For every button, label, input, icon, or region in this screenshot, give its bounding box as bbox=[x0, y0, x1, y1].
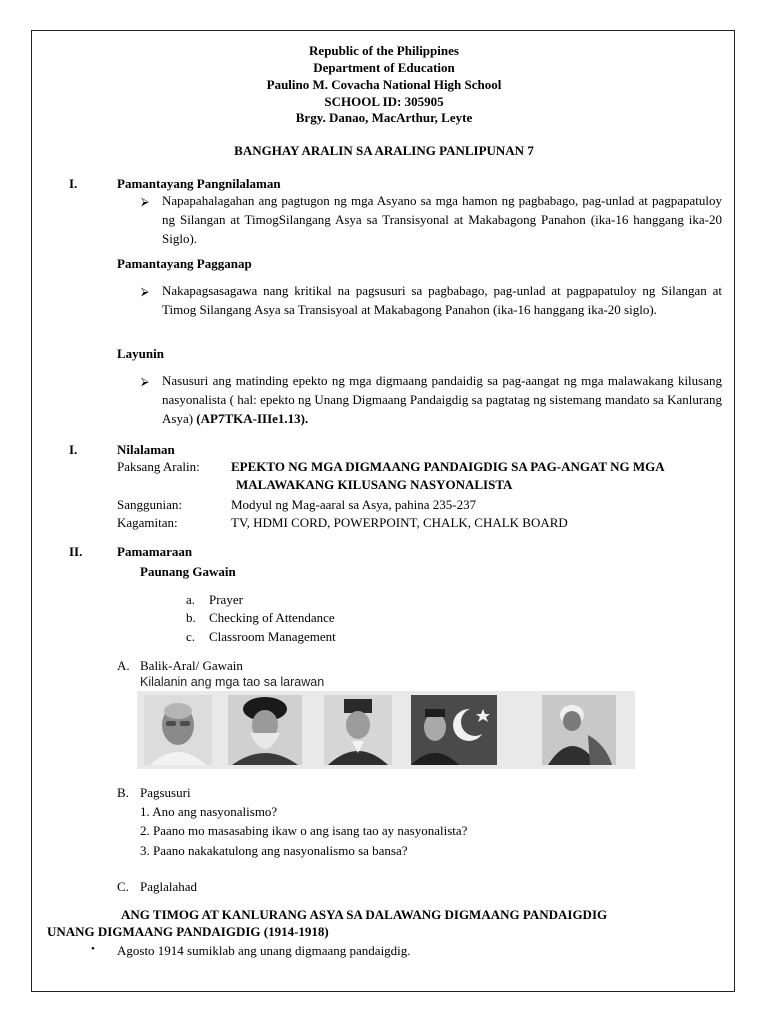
portrait-photo-4 bbox=[411, 695, 497, 765]
paksa-label: Paksang Aralin: bbox=[117, 459, 200, 474]
part-c-heading: Paglalahad bbox=[140, 879, 198, 894]
layunin-text bbox=[162, 371, 722, 428]
layunin-body: Nasusuri ang matinding epekto ng mga digmaang pandaidig sa pag-aangat ng mga malawakang kilusang nasyonalista ( hal: epekto ng Unang Digmaang Pandaigdig sa pagtatag ng sistemang mandato sa Kanlurang Asya) bbox=[162, 373, 722, 426]
arrow-bullet-icon: ⮚ bbox=[141, 376, 149, 388]
arrow-bullet-icon: ⮚ bbox=[141, 196, 149, 208]
arrow-bullet-icon: ⮚ bbox=[141, 286, 149, 298]
pamamaraan-heading: Pamamaraan bbox=[117, 544, 193, 559]
part-a-instruction: Kilalanin ang mga tao sa larawan bbox=[140, 675, 325, 689]
section-2-numeral: I. bbox=[69, 442, 78, 457]
wwi-bullet-text: Agosto 1914 sumiklab ang unang digmaang pandaigdig. bbox=[117, 943, 411, 958]
paksa-value-line-1: EPEKTO NG MGA DIGMAANG PANDAIGDIG SA PAG-ANGAT NG MGA bbox=[231, 459, 665, 474]
header-school: Paulino M. Covacha National High School bbox=[266, 77, 502, 92]
pagganap-heading: Pamantayang Pagganap bbox=[117, 256, 252, 271]
list-item-prayer: Prayer bbox=[209, 592, 243, 607]
layunin-heading: Layunin bbox=[117, 346, 164, 361]
list-item-letter: c. bbox=[186, 629, 196, 644]
list-item-letter: a. bbox=[186, 592, 196, 607]
header-school-id: SCHOOL ID: 305905 bbox=[324, 94, 444, 109]
part-a-heading: Balik-Aral/ Gawain bbox=[140, 658, 243, 673]
section-heading-asya: ANG TIMOG AT KANLURANG ASYA SA DALAWANG DIGMAANG PANDAIGDIG bbox=[121, 907, 608, 922]
question-1: 1. Ano ang nasyonalismo? bbox=[140, 804, 278, 819]
bullet-dot-icon: • bbox=[91, 943, 95, 955]
part-c-letter: C. bbox=[117, 879, 129, 894]
kagamitan-value: TV, HDMI CORD, POWERPOINT, CHALK, CHALK BOARD bbox=[231, 515, 568, 530]
kagamitan-label: Kagamitan: bbox=[117, 515, 178, 530]
paksa-value-line-2: MALAWAKANG KILUSANG NASYONALISTA bbox=[236, 477, 513, 492]
question-2: 2. Paano mo masasabing ikaw o ang isang tao ay nasyonalista? bbox=[140, 823, 468, 838]
portrait-photo-3 bbox=[324, 695, 392, 765]
portrait-photo-5 bbox=[542, 695, 616, 765]
lesson-title: BANGHAY ARALIN SA ARALING PANLIPUNAN 7 bbox=[234, 143, 534, 158]
part-b-heading: Pagsusuri bbox=[140, 785, 191, 800]
part-a-letter: A. bbox=[117, 658, 130, 673]
paunang-gawain-heading: Paunang Gawain bbox=[140, 564, 236, 579]
section-1-numeral: I. bbox=[69, 176, 78, 191]
section-3-numeral: II. bbox=[69, 544, 83, 559]
pagganap-text: Nakapagsasagawa nang kritikal na pagsusuri sa pagbabago, pag-unlad at pagpapatuloy ng Silangan at Timog Silangang Asya sa Transisyoal at Makabagong Panahon (ika-16 hanggang ika-20 siglo). bbox=[162, 283, 722, 317]
section-1-heading: Pamantayang Pangnilalaman bbox=[117, 176, 281, 191]
list-item-management: Classroom Management bbox=[209, 629, 336, 644]
question-3: 3. Paano nakakatulong ang nasyonalismo sa bansa? bbox=[140, 843, 408, 858]
sanggunian-label: Sanggunian: bbox=[117, 497, 182, 512]
header-address: Brgy. Danao, MacArthur, Leyte bbox=[295, 110, 473, 125]
pangnilalaman-text: Napapahalagahan ang pagtugon ng mga Asyano sa mga hamon ng pagbabago, pag-unlad at pagpapatuloy ng Silangan at TimogSilangang Asya sa Transisyonal at Makabagong Panahon (ika-16 hanggang ika-20 Siglo). bbox=[162, 193, 722, 246]
portrait-photo-strip bbox=[137, 691, 635, 769]
header-department: Department of Education bbox=[313, 60, 455, 75]
sanggunian-value: Modyul ng Mag-aaral sa Asya, pahina 235-237 bbox=[231, 497, 477, 512]
header-republic: Republic of the Philippines bbox=[309, 43, 459, 58]
nilalaman-heading: Nilalaman bbox=[117, 442, 175, 457]
portrait-photo-2 bbox=[228, 695, 302, 765]
part-b-letter: B. bbox=[117, 785, 129, 800]
section-heading-wwi: UNANG DIGMAANG PANDAIGDIG (1914-1918) bbox=[47, 924, 329, 939]
portrait-photo-1 bbox=[144, 695, 212, 765]
list-item-letter: b. bbox=[186, 610, 196, 625]
list-item-attendance: Checking of Attendance bbox=[209, 610, 335, 625]
layunin-code: (AP7TKA-IIIe1.13). bbox=[196, 411, 309, 426]
